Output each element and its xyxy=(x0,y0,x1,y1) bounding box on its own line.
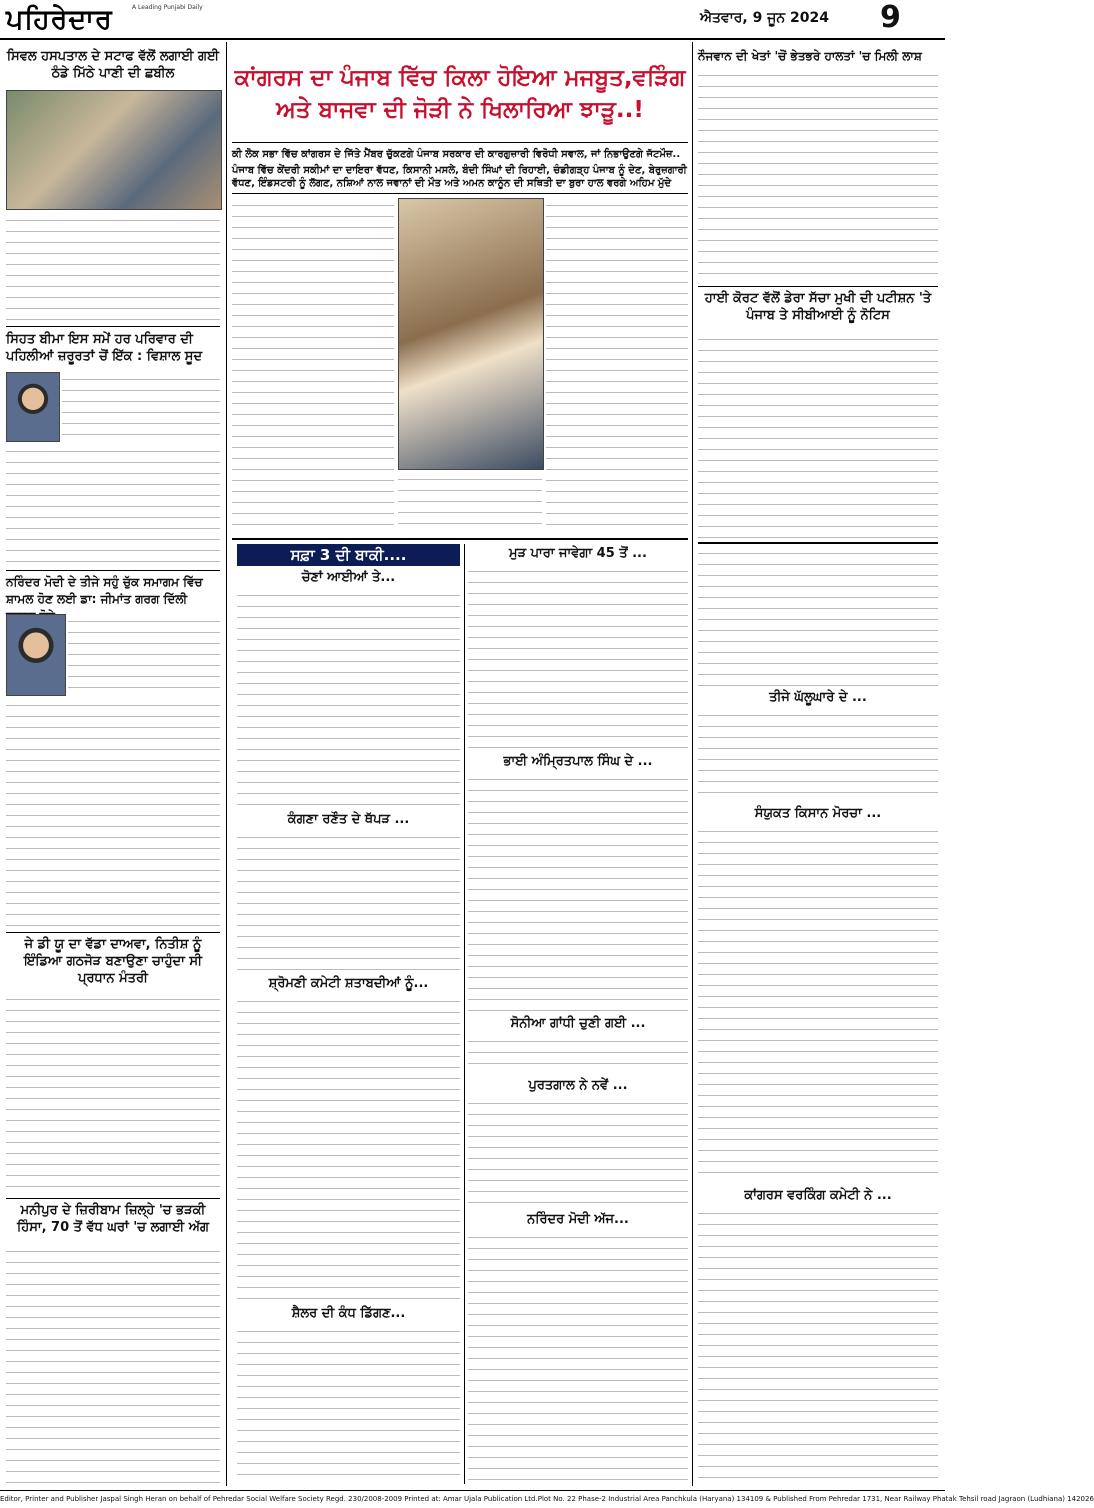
photo-chhabeel xyxy=(6,90,222,210)
headline-health-insurance: ਸਿਹਤ ਬੀਮਾ ਇਸ ਸਮੇਂ ਹਰ ਪਰਿਵਾਰ ਦੀ ਪਹਿਲੀਆਂ ਜ਼ਰੂਰਤਾਂ ਚੋਂ ਇੱਕ : ਵਿਸ਼ਾਲ ਸੂਦ xyxy=(6,332,203,364)
text-block xyxy=(6,444,220,566)
divider xyxy=(232,142,688,143)
text-block xyxy=(6,213,220,323)
text-block xyxy=(468,772,688,1012)
imprint-footer: Editor, Printer and Publisher Jaspal Singh Heran on behalf of Pehredar Social Welfare Society Regd. 230/2008-2009 Printed at: Amar Ujala Publication Ltd.Plot No. 22 Phase-2 Industrial Area Panchkula (Haryana) 134109 & Published From Pehredar 1731, Near Railway Phatak Tehsil road Jagraon (Ludhiana) 142026 xyxy=(0,1490,945,1508)
divider xyxy=(6,932,220,933)
section-title: ਸੰਯੁਕਤ ਕਿਸਾਨ ਮੋਰਚਾ ... xyxy=(754,806,882,821)
divider xyxy=(698,542,938,544)
divider xyxy=(6,570,220,571)
tagline: A Leading Punjabi Daily xyxy=(132,4,203,11)
text-block xyxy=(698,708,938,800)
section-title: ਚੋਣਾਂ ਆਈਆਂ ਤੇ... xyxy=(301,570,396,585)
text-block xyxy=(698,824,938,1182)
text-block xyxy=(6,1244,220,1484)
divider xyxy=(698,286,938,287)
column-divider xyxy=(692,42,693,1486)
column-divider xyxy=(226,42,227,1486)
photo-leaders xyxy=(398,198,544,470)
text-block xyxy=(468,1034,688,1074)
text-block xyxy=(62,372,220,440)
divider xyxy=(232,193,688,194)
section-title: ਤੀਜੇ ਘੱਲੂਘਾਰੇ ਦੇ ... xyxy=(769,690,867,705)
headline-garg: ਨਰਿੰਦਰ ਮੋਦੀ ਦੇ ਤੀਜੇ ਸਹੁੰ ਚੁੱਕ ਸਮਾਗਮ ਵਿੱਚ ਸ਼ਾਮਲ ਹੋਣ ਲਈ ਡਾ: ਜੀਮਾਂਤ ਗਰਗ ਦਿੱਲੀ xyxy=(6,575,203,606)
headline-manipur: ਮਨੀਪੁਰ ਦੇ ਜ਼ਿਰੀਬਾਮ ਜ਼ਿਲ੍ਹੇ 'ਚ ਭੜਕੀ ਹਿੰਸਾ, 70 ਤੋਂ ਵੱਧ ਘਰਾਂ 'ਚ ਲਗਾਈ ਅੱਗ xyxy=(17,1203,209,1235)
text-block xyxy=(698,332,938,540)
portrait-photo xyxy=(6,372,60,442)
main-headline: ਕਾਂਗਰਸ ਦਾ ਪੰਜਾਬ ਵਿੱਚ ਕਿਲਾ ਹੋਇਆ ਮਜਬੂਤ,ਵੜਿੰਗ ਅਤੇ ਬਾਜਵਾ ਦੀ ਜੋੜੀ ਨੇ ਖਿਲਾਰਿਆ ਝਾੜੂ..! xyxy=(234,65,686,123)
section-title: ਕਾਂਗਰਸ ਵਰਕਿੰਗ ਕਮੇਟੀ ਨੇ ... xyxy=(744,1188,892,1203)
text-block xyxy=(237,994,460,1300)
text-block xyxy=(468,1230,688,1484)
text-block xyxy=(698,546,938,686)
text-block xyxy=(698,68,938,282)
portrait-photo xyxy=(6,614,66,696)
section-title: ਕੰਗਣਾ ਰਣੌਤ ਦੇ ਥੱਪੜ ... xyxy=(287,812,410,827)
headline-jdu: ਜੇ ਡੀ ਯੂ ਦਾ ਵੱਡਾ ਦਾਅਵਾ, ਨਿਤੀਸ਼ ਨੂੰ ਇੰਡਿਆ ਗਠਜੋੜ ਬਣਾਉਣਾ ਚਾਹੁੰਦਾ ਸੀ ਪ੍ਰਧਾਨ ਮੰਤਰੀ xyxy=(24,937,202,986)
text-block xyxy=(468,1096,688,1206)
text-block xyxy=(6,992,220,1192)
section-title: ਮੁੜ ਪਾਰਾ ਜਾਵੇਗਾ 45 ਤੋਂ ... xyxy=(509,546,647,561)
continued-bar: ਸਫ਼ਾ 3 ਦੀ ਬਾਕੀ.... xyxy=(237,544,460,566)
main-subhead-1: ਕੀ ਲੋਕ ਸਭਾ ਵਿੱਚ ਕਾਂਗਰਸ ਦੇ ਜਿੱਤੇ ਮੈਂਬਰ ਚੁੱਕਣਗੇ ਪੰਜਾਬ ਸਰਕਾਰ ਦੀ ਕਾਰਗੁਜ਼ਾਰੀ ਵਿਰੋਧੀ ਸਵਾਲ, ਜਾਂ ਨਿਭਾਉਣਗੇ ਜੱਟਮੌਜ਼.. xyxy=(232,149,681,160)
text-block xyxy=(237,830,460,970)
section-title: ਸੋਨੀਆ ਗਾਂਧੀ ਚੁਣੀ ਗਈ ... xyxy=(510,1016,646,1031)
section-title: ਭਾਈ ਅੰਮ੍ਰਿਤਪਾਲ ਸਿੰਘ ਦੇ ... xyxy=(503,754,653,769)
text-block xyxy=(698,1206,938,1484)
main-story-text xyxy=(398,472,542,534)
issue-date: ਐਤਵਾਰ, 9 ਜੂਨ 2024 xyxy=(700,10,829,26)
divider xyxy=(6,1198,220,1199)
page-number: 9 xyxy=(880,0,901,35)
section-title: ਨਰਿੰਦਰ ਮੋਦੀ ਅੱਜ... xyxy=(527,1212,629,1227)
text-block xyxy=(68,614,220,694)
headline-chhabeel: ਸਿਵਲ ਹਸਪਤਾਲ ਦੇ ਸਟਾਫ ਵੱਲੋਂ ਲਗਾਈ ਗਈ ਠੰਡੇ ਮਿੱਠੇ ਪਾਣੀ ਦੀ ਛਬੀਲ xyxy=(6,49,220,81)
divider xyxy=(6,326,220,327)
main-subhead-2: ਪੰਜਾਬ ਵਿੱਚ ਕੇਂਦਰੀ ਸਕੀਮਾਂ ਦਾ ਦਾਇਰਾ ਵੱਧਣ, ਕਿਸਾਨੀ ਮਸਲੇ, ਬੰਦੀ ਸਿੰਘਾਂ ਦੀ ਰਿਹਾਈ, ਚੰਡੀਗੜ੍ਹ ਪੰਜਾਬ ਨੂੰ ਦੇਣ, ਬੇਰੁਜ਼ਗਾਰੀ ਵੱਧਣ, ਇੰਡਸਟਰੀ ਨੂੰ ਲੱਗਣ, ਨਸ਼ਿਆਂ ਨਾਲ ਜਵਾਨਾਂ ਦੀ ਮੌਤ ਅਤੇ ਅਮਨ ਕਾਨੂੰਨ ਦੀ ਸਥਿਤੀ ਦਾ ਬੁਰਾ ਹਾਲ ਵਰਗੇ ਅਹਿਮ ਮੁੱਦੇ xyxy=(232,165,687,189)
main-story-text xyxy=(546,198,688,534)
text-block xyxy=(237,1324,460,1484)
text-block xyxy=(468,564,688,748)
divider xyxy=(232,538,688,540)
main-story-text xyxy=(232,198,394,534)
column-divider xyxy=(464,544,465,1484)
masthead-rule xyxy=(0,38,945,40)
section-title: ਸ਼੍ਰੋਮਣੀ ਕਮੇਟੀ ਸ਼ਤਾਬਦੀਆਂ ਨੂੰ... xyxy=(268,976,429,991)
headline-high-court: ਹਾਈ ਕੋਰਟ ਵੱਲੋਂ ਡੇਰਾ ਸੱਚਾ ਮੁਖੀ ਦੀ ਪਟੀਸ਼ਨ 'ਤੇ ਪੰਜਾਬ ਤੇ ਸੀਬੀਆਈ ਨੂੰ ਨੋਟਿਸ xyxy=(704,291,932,323)
text-block xyxy=(6,698,220,928)
text-block xyxy=(237,588,460,808)
headline-body-found: ਨੌਜਵਾਨ ਦੀ ਖੇਤਾਂ 'ਚੋਂ ਭੇਤਭਰੇ ਹਾਲਤਾਂ 'ਚ ਮਿਲੀ ਲਾਸ਼ xyxy=(698,49,922,63)
section-title: ਪੁਰਤਗਾਲ ਨੇ ਨਵੇਂ ... xyxy=(528,1078,628,1093)
newspaper-logo: ਪਹਿਰੇਦਾਰ xyxy=(6,4,113,35)
section-title: ਸ਼ੈਲਰ ਦੀ ਕੰਧ ਡਿੱਗਣ... xyxy=(291,1306,406,1321)
